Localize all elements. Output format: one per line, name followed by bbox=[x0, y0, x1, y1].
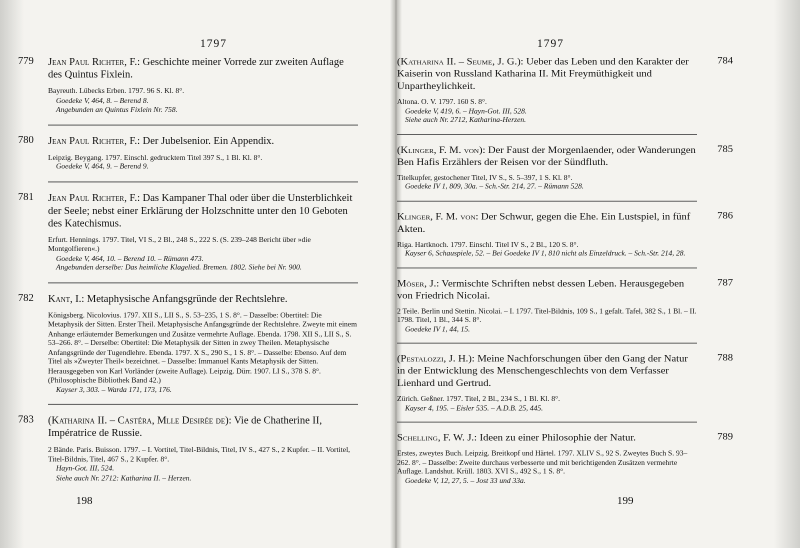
catalog-entry bbox=[18, 293, 358, 394]
entry-number: 782 bbox=[18, 292, 34, 304]
entry-reference: Siehe auch Nr. 2712: Katharina II. – Herzen. bbox=[56, 472, 192, 482]
entry-number: 779 bbox=[18, 56, 34, 67]
catalog-entry bbox=[18, 415, 358, 483]
entry-author: Klinger, F. M. von: bbox=[397, 211, 479, 222]
entry-heading bbox=[48, 192, 358, 230]
entry-author: Möser, J.: bbox=[397, 278, 440, 289]
entry-reference: Goedeke IV 1, 809, 30a. – Sch.-Str. 214, 27. – Rümann 528. bbox=[405, 181, 584, 191]
entry-author: Jean Paul Richter, F.: bbox=[48, 56, 141, 68]
entry-number: 783 bbox=[18, 414, 34, 426]
entry-separator bbox=[48, 124, 358, 125]
entry-imprint-text: Erfurt. Hennings. 1797. Titel, VI S., 2 Bl., 248 S., 222 S. (S. 239–248 Bericht über »die Montgolfieren«.) bbox=[48, 234, 311, 253]
entry-imprint bbox=[48, 310, 358, 394]
entry-heading bbox=[397, 432, 697, 444]
entry-imprint bbox=[397, 394, 697, 412]
entry-number: 784 bbox=[717, 56, 733, 67]
entry-imprint bbox=[48, 445, 358, 482]
left-page bbox=[0, 0, 397, 548]
entry-author: Jean Paul Richter, F.: bbox=[48, 192, 141, 204]
entry-heading bbox=[397, 211, 697, 235]
entry-title: Der Jubelsenior. Ein Appendix. bbox=[140, 135, 275, 147]
entry-imprint bbox=[397, 240, 697, 258]
entry-number: 787 bbox=[717, 277, 733, 288]
entry-reference: Siehe auch Nr. 2712, Katharina-Herzen. bbox=[405, 115, 527, 124]
right-page bbox=[397, 0, 800, 548]
entry-imprint-text: Titelkupfer, gestochener Titel, IV S., S. 5–397, 1 S. Kl. 8°. bbox=[397, 173, 573, 182]
catalog-entry bbox=[397, 277, 733, 333]
catalog-entry bbox=[397, 210, 733, 258]
entry-imprint bbox=[48, 235, 358, 272]
entry-author: (Klinger, F. M. von): bbox=[397, 144, 486, 156]
entry-title: Vie de Chatherine II, Impératrice de Russie. bbox=[48, 415, 322, 440]
entry-separator bbox=[48, 404, 358, 405]
entry-heading bbox=[397, 144, 697, 168]
entry-separator bbox=[397, 343, 697, 344]
entry-number: 780 bbox=[18, 134, 34, 146]
entry-reference: Goedeke V, 12, 27, 5. – Jost 33 und 33a. bbox=[405, 475, 526, 485]
entry-imprint bbox=[397, 173, 697, 191]
entry-title: Metaphysische Anfangsgründe der Rechtslehre. bbox=[84, 293, 288, 305]
entry-heading bbox=[397, 56, 697, 93]
entry-heading bbox=[48, 293, 358, 306]
entry-imprint bbox=[397, 449, 697, 485]
entry-imprint bbox=[397, 97, 697, 124]
entry-heading bbox=[397, 277, 697, 301]
entry-reference: Angebunden an Quintus Fixlein Nr. 758. bbox=[56, 105, 178, 114]
entry-reference: Kayser 4, 195. – Eisler 535. – A.D.B. 25, 445. bbox=[405, 403, 543, 412]
entry-heading bbox=[48, 135, 358, 148]
entry-imprint-text: Erstes, zweytes Buch. Leipzig. Breitkopf und Härtel. 1797. XLIV S., 92 S. Zweytes Buch S. 93–262. 8°. – Dasselbe: Zweite durchaus verbesserte und mit berichtigenden Zusätzen vermehrte Auflage. Landshut. Krüll. 1803. XVI S., 492 S., 1 S. 8°. bbox=[397, 448, 688, 476]
entry-imprint-text: Zürich. Geßner. 1797. Titel, 2 Bl., 234 S., 1 Bl. Kl. 8°. bbox=[397, 394, 561, 403]
entry-number: 786 bbox=[717, 210, 733, 221]
entry-author: Schelling, F. W. J.: bbox=[397, 432, 477, 444]
folio-right: 199 bbox=[617, 495, 634, 507]
entry-reference: Goedeke V, 419, 6. – Hayn-Got. III, 528. bbox=[405, 106, 527, 115]
entry-separator bbox=[397, 134, 697, 135]
entry-separator bbox=[397, 200, 697, 201]
entry-imprint-text: 2 Bände. Paris. Buisson. 1797. – I. Vortitel, Titel-Bildnis, Titel, IV S., 427 S., 2 Kupfer. – II. Vortitel, Titel-Bildnis, Titel, 467 S., 2 Kupfer. 8°. bbox=[48, 445, 351, 464]
running-head-left: 1797 bbox=[200, 38, 227, 50]
entry-number: 781 bbox=[18, 191, 34, 203]
entry-title: Geschichte meiner Vorrede zur zweiten Auflage des Quintus Fixlein. bbox=[48, 56, 344, 81]
entry-imprint bbox=[48, 86, 358, 114]
entry-separator bbox=[48, 282, 358, 283]
entry-author: Kant, I.: bbox=[48, 293, 85, 305]
entry-title: Vermischte Schriften nebst dessen Leben. Herausgegeben von Friedrich Nicolai. bbox=[397, 278, 685, 301]
entry-reference: Goedeke V, 464, 10. – Berend 10. – Rümann 473. bbox=[56, 253, 204, 263]
entry-separator bbox=[397, 422, 697, 423]
entry-author: Jean Paul Richter, F.: bbox=[48, 135, 141, 147]
entry-heading bbox=[397, 353, 697, 390]
entry-reference: Goedeke V, 464, 9. – Berend 9. bbox=[56, 161, 149, 171]
entry-imprint bbox=[397, 307, 697, 334]
entry-separator bbox=[48, 181, 358, 182]
entry-author: (Katharina II. – Castéra, Mlle Desirée de): bbox=[48, 415, 232, 427]
entry-reference: Goedeke IV 1, 44, 15. bbox=[405, 324, 471, 333]
catalog-entry bbox=[397, 353, 733, 412]
entry-title: Der Faust der Morgenlaender, oder Wanderungen Ben Hafis Erzählers der Reisen vor der Sündfluth. bbox=[397, 144, 696, 168]
entry-imprint-text: Riga. Hartknoch. 1797. Einschl. Titel IV S., 2 Bl., 120 S. 8°. bbox=[397, 239, 579, 249]
catalog-entry bbox=[397, 432, 733, 485]
entry-title: Das Kampaner Thal oder über die Unsterblichkeit der Seele; nebst einer Erklärung der Holzschnitte unter den 10 Geboten des Katechismus. bbox=[48, 192, 353, 229]
entry-reference: Hayn-Got. III, 524. bbox=[56, 463, 115, 473]
entry-separator bbox=[397, 267, 697, 268]
entry-heading bbox=[48, 56, 358, 81]
entry-imprint-text: Königsberg. Nicolovius. 1797. XII S., LII S., S. 53–235, 1 S. 8°. – Dasselbe: Obertitel: Die Metaphysik der Sitten. Erster Theil. Metaphysische Anfangsgründe der Rechtslehre. Zweyte mit einem Anhange erläuternder Bemerkungen und Zusätze vermehrte Auflage. Ebenda. 1798. XII S., LII S., S. 53–266. 8°. – Derselbe: Obertitel: Die Metaphysik der Sitten in zwey Theilen. Metaphysische Anfangsgründe der Tugendlehre. Ebenda. 1797. X S., 290 S., 1 S. 8°. – Dasselbe: Ebenso. Auf dem Titel als »Zweyter Theil« bezeichnet. – Dasselbe: Immanuel Kants Metaphysik der Sitten. Herausgegeben von Karl Vorländer (zweite Auflage). Leipzig. Dürr. 1907. LI S., 378 S. 8°. (Philosophische Bibliothek Band 42.) bbox=[48, 310, 357, 385]
catalog-entry bbox=[18, 135, 358, 171]
entry-imprint-text: Leipzig. Beygang. 1797. Einschl. gedrucktem Titel 397 S., 1 Bl. Kl. 8°. bbox=[48, 152, 263, 162]
entry-reference: Angebunden derselbe: Das heimliche Klagelied. Bremen. 1802. Siehe bei Nr. 900. bbox=[56, 262, 302, 272]
entry-author: (Katharina II. – Seume, J. G.): bbox=[397, 56, 524, 68]
catalog-entry bbox=[18, 192, 358, 272]
entry-title: Der Schwur, gegen die Ehe. Ein Lustspiel, in fünf Akten. bbox=[397, 211, 691, 235]
entry-number: 789 bbox=[717, 432, 733, 443]
entry-number: 788 bbox=[717, 353, 733, 364]
entry-reference: Kayser 3, 303. – Warda 171, 173, 176. bbox=[56, 384, 172, 394]
entry-imprint-text: 2 Teile. Berlin und Stettin. Nicolai. – I. 1797. Titel-Bildnis, 109 S., 1 gefalt. Tafel, 382 S., 1 Bl. – II. 1798. Titel, 1 Bl., 344 S. 8°. bbox=[397, 306, 697, 324]
entry-imprint-text: Bayreuth. Lübecks Erben. 1797. 96 S. Kl. 8°. bbox=[48, 86, 185, 96]
entry-number: 785 bbox=[717, 143, 733, 155]
running-head-right: 1797 bbox=[537, 38, 564, 50]
entry-heading bbox=[48, 415, 358, 440]
catalog-entry bbox=[397, 143, 733, 191]
right-entries bbox=[397, 56, 733, 485]
entry-title: Meine Nachforschungen über den Gang der Natur in der Entwicklung des Menschengeschlechts von dem Verfasser Lienhard und Gertrud. bbox=[397, 353, 688, 389]
entry-imprint bbox=[48, 153, 358, 172]
entry-reference: Goedeke V, 464, 8. – Berend 8. bbox=[56, 95, 149, 105]
entry-title: Ueber das Leben und den Karakter der Kaiserin von Russland Katharina II. Mit Freymüthigkeit und Unpartheylichkeit. bbox=[397, 56, 689, 92]
left-entries bbox=[18, 56, 358, 482]
entry-author: (Pestalozzi, J. H.): bbox=[397, 353, 475, 365]
catalog-entry bbox=[397, 56, 733, 124]
entry-imprint-text: Altona. O. V. 1797. 160 S. 8°. bbox=[397, 97, 487, 106]
entry-reference: Kayser 6, Schauspiele, 52. – Bei Goedeke IV 1, 810 nicht als Einzeldruck. – Sch.-Str. 214, 28. bbox=[405, 248, 686, 258]
entry-title: Ideen zu einer Philosophie der Natur. bbox=[476, 432, 636, 444]
catalog-entry bbox=[18, 56, 358, 114]
folio-left: 198 bbox=[76, 495, 93, 507]
